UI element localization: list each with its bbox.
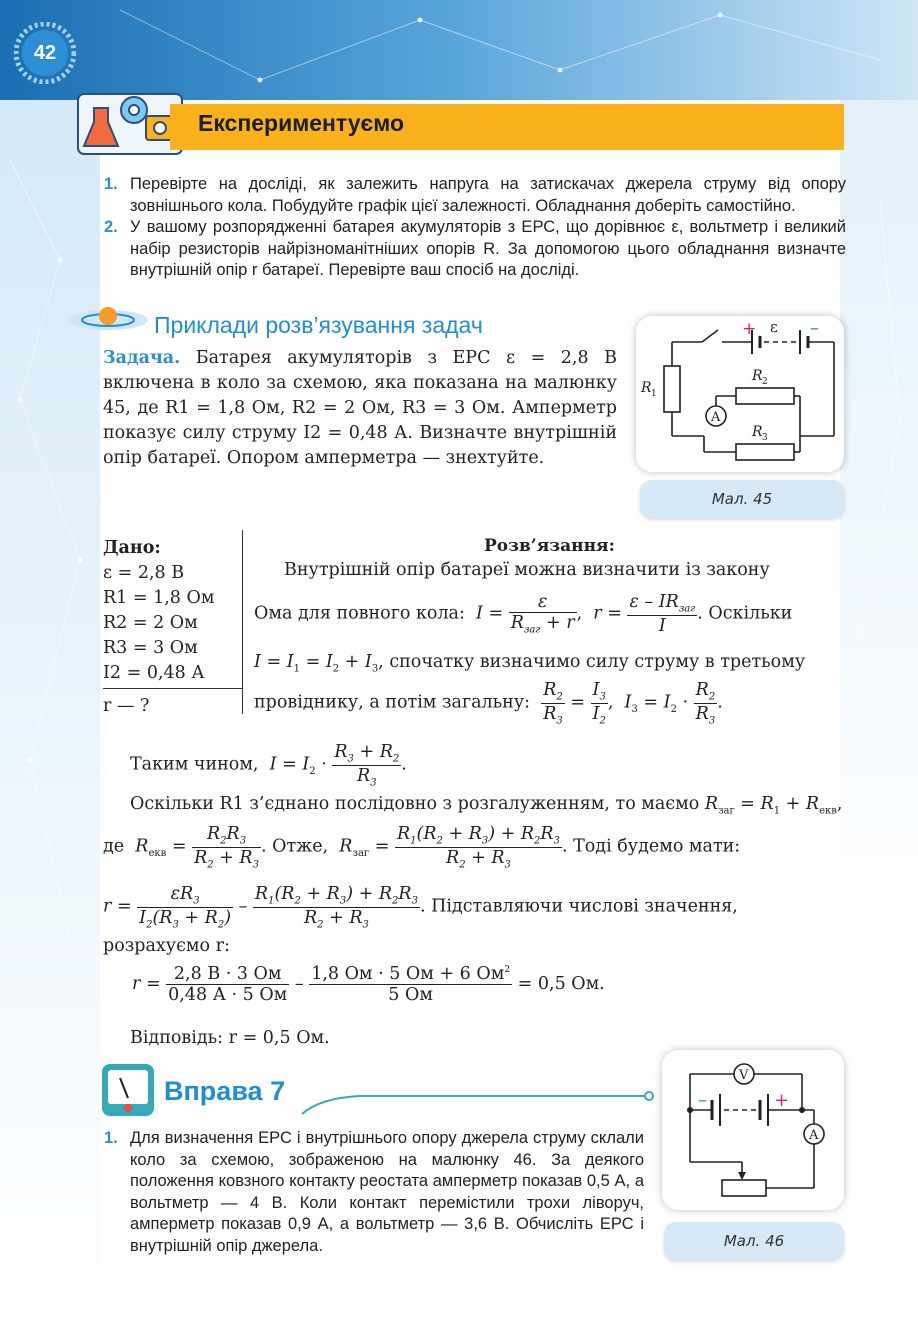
r1-sub: 1 bbox=[651, 389, 657, 399]
solution-p5: Оскільки R1 з’єднано послідовно з розгалуженням, то маємо bbox=[130, 794, 700, 814]
solution-p2: , спочатку визначимо силу струму в третьому bbox=[378, 652, 806, 672]
item-text: Перевірте на досліді, як залежить напруга на затискачах джерела струму від опору зовнішнього кола. Побудуйте графік цієї залежності. Обладнання доберіть самостійно. bbox=[130, 175, 846, 215]
solution-p4: Таким чином, bbox=[130, 754, 259, 775]
given-block bbox=[103, 536, 241, 719]
voltmeter-label: V bbox=[739, 1068, 749, 1083]
circuit-diagram-45 bbox=[636, 316, 844, 472]
solution-p6b: . Отже, bbox=[260, 836, 329, 857]
experiment-list bbox=[104, 174, 846, 282]
ammeter-label: A bbox=[711, 410, 721, 425]
figure-45 bbox=[636, 316, 844, 472]
minus-sign: – bbox=[810, 318, 819, 339]
figure-46 bbox=[662, 1050, 844, 1210]
item-number: 1. bbox=[104, 1129, 118, 1147]
ammeter-label: A bbox=[809, 1128, 819, 1143]
item-number: 2. bbox=[104, 218, 118, 236]
plus-sign: + bbox=[774, 1090, 790, 1111]
solution-p6c: . Тоді будемо мати: bbox=[561, 836, 741, 857]
given-row: R3 = 3 Ом bbox=[103, 638, 198, 658]
solution-p3: провіднику, а потім загальну: bbox=[254, 692, 531, 713]
solution-line6: Оскільки R1 з’єднано послідовно з розгалуженням, то маємо $R_{заг} = R_1 + R_{екв}$, bbox=[130, 794, 843, 817]
solution-p1b: Ома для повного кола: bbox=[254, 603, 465, 624]
solution-p7: . Підставляючи числові значення, bbox=[419, 896, 738, 917]
experiment-title: Експериментуємо bbox=[198, 110, 405, 136]
solution-p8: розрахуємо r: bbox=[103, 936, 230, 956]
given-title: Дано: bbox=[103, 538, 161, 558]
solution-p6a: де bbox=[103, 836, 125, 857]
r3-sub: 3 bbox=[762, 433, 768, 443]
minus-sign: – bbox=[698, 1090, 707, 1111]
examples-title: Приклади розв’язування задач bbox=[154, 312, 483, 338]
solution-p1c: . Оскільки bbox=[697, 603, 793, 624]
answer: Відповідь: r = 0,5 Ом. bbox=[130, 1028, 330, 1048]
solution-p1: Внутрішній опір батареї можна визначити із закону bbox=[284, 560, 770, 580]
problem-label: Задача. bbox=[103, 348, 181, 368]
figure-45-caption: Мал. 45 bbox=[640, 480, 844, 518]
given-row: R2 = 2 Ом bbox=[103, 613, 198, 633]
given-row: ε = 2,8 В bbox=[103, 563, 185, 583]
plus-sign: + bbox=[742, 319, 757, 339]
emf-label: ε bbox=[770, 318, 778, 336]
solution-line9: r = $\frac{2,8 В \cdot 3 Ом}{0,48 А \cdot 5 Ом}$ – $\frac{1,8 Ом \cdot 5 Ом + 6 Ом^2}{5 Ом}$ = 0,5 Ом. bbox=[132, 964, 605, 1005]
figure-46-caption: Мал. 46 bbox=[664, 1222, 844, 1260]
section-icon bbox=[64, 300, 150, 338]
r1-label: R bbox=[641, 380, 652, 396]
given-hr bbox=[103, 688, 242, 689]
item-number: 1. bbox=[104, 175, 118, 193]
r3-label: R bbox=[752, 424, 763, 440]
given-divider bbox=[242, 530, 243, 714]
solution-line7: де $R_{екв}$ = $\frac{R_2R_3}{R_2 + R_3}$ . Отже, $R_{заг}$ = $\frac{R_1(R_2 + R_3) + R_2R_3}{R_2 + R_3}$ . Тоді будемо мати: bbox=[103, 824, 741, 870]
r2-label: R bbox=[752, 368, 763, 384]
solution-line5: Таким чином, $I = I_2$ · $\frac{R_3 + R_2}{R_3}$ . bbox=[130, 742, 407, 788]
circuit-diagram-46 bbox=[662, 1050, 844, 1210]
solution-line8: r = $\frac{\varepsilon R_3}{I_2(R_3 + R_2)}$ – $\frac{R_1(R_2 + R_3) + R_2R_3}{R_2 + R_3}$ . Підставляючи числові значення, bbox=[103, 884, 738, 930]
problem-text bbox=[103, 346, 617, 471]
solution-line2: Ома для повного кола: I = $\frac{\varepsilon}{R_{заг} + r}$ , r = $\frac{\varepsilon - IR_{заг}}{I}$ . Оскільки bbox=[254, 592, 793, 636]
item-text: У вашому розпорядженні батарея акумуляторів з ЕРС, що дорівнює ε, вольтметр і великий набір резисторів найрізноманітніших опорів R. За допомогою цього обладнання визначте внутрішній опір r батареї. Перевірте ваш спосіб на досліді. bbox=[130, 218, 846, 279]
given-row: R1 = 1,8 Ом bbox=[103, 588, 215, 608]
meter-icon bbox=[100, 1062, 156, 1118]
exercise-title-line bbox=[300, 1088, 660, 1118]
find-row: r — ? bbox=[103, 696, 150, 716]
r2-sub: 2 bbox=[762, 377, 768, 387]
solution-line4: провіднику, а потім загальну: $\frac{R_2}{R_3}$ = $\frac{I_3}{I_2}$ , $I_3 = I_2$ · $\frac{R_2}{R_3}$ . bbox=[254, 680, 723, 726]
solution-title: Розв’язання: bbox=[484, 536, 615, 556]
solution-line3: $I = I_1 = I_2 + I_3$, спочатку визначимо силу струму в третьому bbox=[254, 652, 806, 675]
page-number: 42 bbox=[33, 42, 57, 64]
problem-body: Батарея акумуляторів з ЕРС ε = 2,8 В включена в коло за схемою, яка показана на малюнку 45, де R1 = 1,8 Ом, R2 = 2 Ом, R3 = 3 Ом. Амперметр показує силу струму I2 = 0,48 А. Визначте внутрішній опір батареї. Опором амперметра — знехтуйте. bbox=[103, 348, 617, 468]
given-row: I2 = 0,48 А bbox=[103, 663, 205, 683]
item-text: Для визначення ЕРС і внутрішнього опору джерела струму склали коло за схемою, зображеною на малюнку 46. За деякого положення ковзного контакту реостата амперметр показав 0,5 А, а вольтметр — 4 В. Коли контакт перемістили трохи ліворуч, амперметр показав 0,9 А, а вольтметр — 3,6 В. Обчисліть ЕРС і внутрішній опір джерела. bbox=[130, 1129, 644, 1255]
exercise-title: Вправа 7 bbox=[164, 1076, 286, 1106]
